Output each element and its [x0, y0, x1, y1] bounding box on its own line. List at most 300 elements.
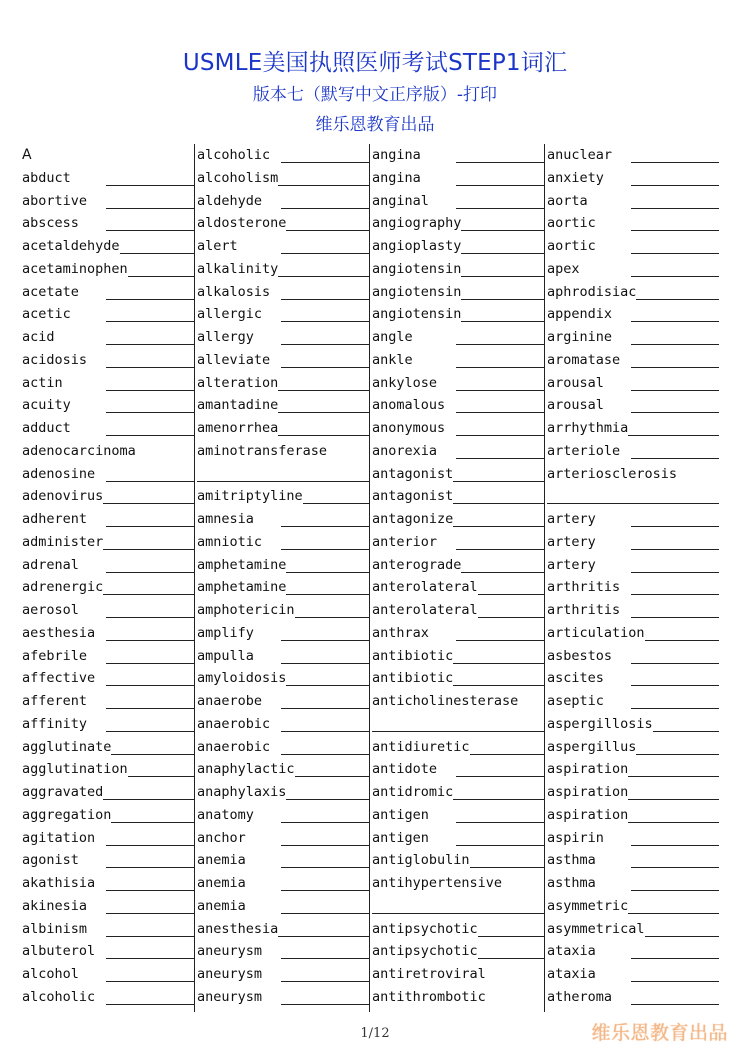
vocab-row — [22, 781, 194, 803]
vocab-word: affinity — [22, 715, 88, 732]
answer-blank[interactable] — [106, 731, 194, 732]
vocab-row — [547, 531, 719, 553]
answer-blank[interactable] — [631, 549, 719, 550]
vocab-row — [372, 463, 544, 485]
answer-blank[interactable] — [281, 526, 369, 527]
vocab-row — [197, 554, 369, 576]
answer-blank[interactable] — [281, 708, 369, 709]
answer-blank[interactable] — [281, 162, 369, 163]
vocab-word: aromatase — [547, 351, 621, 368]
vocab-row — [22, 895, 194, 917]
answer-blank[interactable] — [106, 299, 194, 300]
vocab-word: amniotic — [197, 533, 263, 550]
document-subtitle: 版本七（默写中文正序版）-打印 — [252, 85, 498, 105]
vocab-row — [372, 144, 544, 166]
answer-blank[interactable] — [631, 230, 719, 231]
vocab-word: anchor — [197, 829, 246, 846]
vocab-row — [197, 508, 369, 530]
answer-blank[interactable] — [456, 640, 544, 641]
vocab-row — [22, 463, 194, 485]
answer-blank[interactable] — [281, 549, 369, 550]
vocab-row — [547, 986, 719, 1008]
answer-blank[interactable] — [278, 412, 369, 413]
answer-blank[interactable] — [456, 776, 544, 777]
answer-blank[interactable] — [106, 321, 194, 322]
vocab-word: adrenal — [22, 556, 79, 573]
vocab-word: agglutinate — [22, 738, 112, 755]
answer-blank[interactable] — [286, 230, 369, 231]
word-column — [22, 144, 194, 1012]
answer-blank[interactable] — [295, 776, 369, 777]
answer-blank[interactable] — [456, 822, 544, 823]
answer-blank[interactable] — [278, 936, 369, 937]
vocab-word: aspiration — [547, 761, 629, 778]
answer-blank[interactable] — [461, 299, 544, 300]
answer-blank[interactable] — [106, 640, 194, 641]
vocab-word: angiography — [372, 215, 462, 232]
answer-blank[interactable] — [128, 276, 194, 277]
answer-blank[interactable] — [653, 731, 719, 732]
answer-blank[interactable] — [628, 822, 719, 823]
vocab-row — [547, 781, 719, 803]
word-column — [197, 144, 369, 1012]
answer-blank[interactable] — [103, 799, 194, 800]
vocab-word: antidiuretic — [372, 738, 470, 755]
answer-blank[interactable] — [453, 503, 544, 504]
section-letter-label: A — [22, 147, 32, 163]
vocab-word: atheroma — [547, 988, 613, 1005]
answer-blank[interactable] — [372, 913, 544, 914]
vocab-row — [22, 645, 194, 667]
vocab-word: aldehyde — [197, 192, 263, 209]
answer-blank[interactable] — [628, 799, 719, 800]
vocab-word: arousal — [547, 397, 604, 414]
answer-blank[interactable] — [456, 412, 544, 413]
answer-blank[interactable] — [631, 594, 719, 595]
vocab-row — [197, 485, 369, 507]
vocab-word: amphetamine — [197, 579, 287, 596]
answer-blank[interactable] — [456, 845, 544, 846]
answer-blank[interactable] — [106, 981, 194, 982]
answer-blank[interactable] — [106, 845, 194, 846]
answer-blank[interactable] — [281, 640, 369, 641]
answer-blank[interactable] — [106, 936, 194, 937]
answer-blank[interactable] — [456, 390, 544, 391]
vocab-row — [372, 758, 544, 780]
vocab-word: afebrile — [22, 647, 88, 664]
answer-blank[interactable] — [106, 481, 194, 482]
answer-blank[interactable] — [461, 276, 544, 277]
answer-blank[interactable] — [106, 867, 194, 868]
vocab-row — [372, 986, 544, 1008]
vocab-word: amnesia — [197, 511, 254, 527]
vocab-row — [547, 963, 719, 985]
vocab-word: antipsychotic — [372, 943, 478, 960]
answer-blank[interactable] — [281, 958, 369, 959]
vocab-word: adenovirus — [22, 488, 104, 505]
vocab-row — [372, 190, 544, 212]
vocab-word: antiretroviral — [372, 966, 486, 982]
vocab-row — [197, 827, 369, 849]
vocab-row — [547, 372, 719, 394]
vocab-row — [197, 872, 369, 894]
vocab-row — [372, 599, 544, 621]
vocab-row — [22, 849, 194, 871]
answer-blank[interactable] — [470, 867, 544, 868]
answer-blank[interactable] — [106, 435, 194, 436]
answer-blank[interactable] — [286, 799, 369, 800]
vocab-word: alkalinity — [197, 260, 279, 277]
vocab-word: aerosol — [22, 602, 79, 618]
vocab-row — [547, 258, 719, 280]
answer-blank[interactable] — [631, 412, 719, 413]
vocab-row — [372, 417, 544, 439]
vocab-row — [372, 804, 544, 826]
vocab-row — [197, 690, 369, 712]
answer-blank[interactable] — [106, 685, 194, 686]
answer-blank[interactable] — [106, 890, 194, 891]
vocab-word: allergy — [197, 329, 254, 345]
answer-blank[interactable] — [453, 526, 544, 527]
vocab-word: adenocarcinoma — [22, 442, 136, 459]
answer-blank[interactable] — [628, 776, 719, 777]
answer-blank[interactable] — [278, 276, 369, 277]
answer-blank[interactable] — [628, 435, 719, 436]
answer-blank[interactable] — [106, 344, 194, 345]
vocab-row — [547, 212, 719, 234]
word-column — [372, 144, 544, 1012]
vocab-word: aortic — [547, 215, 596, 232]
answer-blank[interactable] — [631, 958, 719, 959]
answer-blank[interactable] — [631, 208, 719, 209]
answer-blank[interactable] — [281, 367, 369, 368]
answer-blank[interactable] — [456, 458, 544, 459]
answer-blank[interactable] — [278, 435, 369, 436]
answer-blank[interactable] — [631, 981, 719, 982]
answer-blank[interactable] — [106, 412, 194, 413]
vocab-row — [197, 895, 369, 917]
answer-blank[interactable] — [281, 208, 369, 209]
answer-blank[interactable] — [281, 754, 369, 755]
vocab-word: anemia — [197, 852, 246, 869]
vocab-word: artery — [547, 511, 596, 527]
vocab-row — [547, 872, 719, 894]
vocab-word: alcoholic — [197, 147, 271, 163]
answer-blank[interactable] — [461, 253, 544, 254]
vocab-word: abscess — [22, 215, 79, 232]
vocab-row — [22, 167, 194, 189]
answer-blank[interactable] — [286, 685, 369, 686]
answer-blank[interactable] — [106, 913, 194, 914]
vocab-word: appendix — [547, 306, 613, 323]
vocab-row — [547, 554, 719, 576]
answer-blank[interactable] — [631, 276, 719, 277]
answer-blank[interactable] — [281, 663, 369, 664]
vocab-word: articulation — [547, 624, 645, 641]
vocab-word: antiglobulin — [372, 852, 470, 869]
vocab-row — [547, 667, 719, 689]
answer-blank[interactable] — [103, 549, 194, 550]
vocab-row — [22, 804, 194, 826]
vocab-row — [197, 417, 369, 439]
vocab-word: alleviate — [197, 351, 271, 368]
vocab-word: alert — [197, 238, 238, 254]
document-title: USMLE美国执照医师考试STEP1词汇 — [182, 50, 568, 76]
vocab-row — [547, 326, 719, 348]
answer-blank[interactable] — [103, 503, 194, 504]
answer-blank[interactable] — [628, 913, 719, 914]
vocab-row — [197, 235, 369, 257]
answer-blank[interactable] — [106, 572, 194, 573]
vocab-word: antithrombotic — [372, 988, 486, 1005]
answer-blank[interactable] — [456, 162, 544, 163]
answer-blank[interactable] — [631, 367, 719, 368]
vocab-word: ankylose — [372, 374, 438, 391]
vocab-row — [22, 440, 194, 462]
vocab-row — [22, 713, 194, 735]
answer-blank[interactable] — [631, 185, 719, 186]
vocab-word: administer — [22, 533, 104, 550]
vocab-word: amantadine — [197, 397, 279, 414]
vocab-row — [197, 258, 369, 280]
vocab-row — [372, 690, 544, 712]
answer-blank[interactable] — [456, 549, 544, 550]
vocab-row — [22, 417, 194, 439]
vocab-word: arthritis — [547, 579, 621, 596]
answer-blank[interactable] — [453, 799, 544, 800]
answer-blank[interactable] — [281, 822, 369, 823]
vocab-row — [22, 303, 194, 325]
vocab-word: aspiration — [547, 806, 629, 823]
answer-blank[interactable] — [456, 185, 544, 186]
answer-blank[interactable] — [470, 754, 544, 755]
vocab-row — [22, 667, 194, 689]
answer-blank[interactable] — [286, 594, 369, 595]
answer-blank[interactable] — [106, 208, 194, 209]
vocab-row — [197, 667, 369, 689]
vocab-word: anterolateral — [372, 602, 478, 618]
answer-blank[interactable] — [461, 230, 544, 231]
vocab-word: antipsychotic — [372, 920, 478, 937]
answer-blank[interactable] — [281, 253, 369, 254]
answer-blank[interactable] — [106, 230, 194, 231]
vocab-word: agitation — [22, 829, 96, 846]
vocab-row — [197, 349, 369, 371]
vocab-row — [547, 940, 719, 962]
answer-blank[interactable] — [453, 663, 544, 664]
vocab-word: allergic — [197, 306, 263, 323]
vocab-row — [22, 940, 194, 962]
answer-blank[interactable] — [278, 390, 369, 391]
vocab-row — [547, 144, 719, 166]
answer-blank[interactable] — [281, 913, 369, 914]
vocab-word: angina — [372, 147, 421, 163]
vocab-row — [197, 986, 369, 1008]
vocab-row — [547, 349, 719, 371]
vocab-row — [547, 463, 719, 485]
vocab-word: asthma — [547, 875, 596, 891]
answer-blank[interactable] — [106, 708, 194, 709]
answer-blank[interactable] — [631, 390, 719, 391]
vocab-row — [547, 804, 719, 826]
answer-blank[interactable] — [631, 663, 719, 664]
vocab-row — [372, 667, 544, 689]
vocab-word: ascites — [547, 670, 604, 687]
vocab-row — [547, 417, 719, 439]
answer-blank[interactable] — [631, 1004, 719, 1005]
vocab-row — [372, 372, 544, 394]
answer-blank[interactable] — [103, 594, 194, 595]
answer-blank[interactable] — [106, 958, 194, 959]
answer-blank[interactable] — [106, 526, 194, 527]
vocab-word: antagonize — [372, 511, 454, 527]
vocab-word: arteriosclerosis — [547, 465, 678, 482]
answer-blank[interactable] — [278, 185, 369, 186]
answer-blank[interactable] — [303, 503, 369, 504]
answer-blank[interactable] — [197, 481, 369, 482]
answer-blank[interactable] — [478, 594, 544, 595]
answer-line-row — [372, 713, 544, 735]
vocab-row — [197, 622, 369, 644]
answer-blank[interactable] — [631, 321, 719, 322]
vocab-word: abortive — [22, 192, 88, 209]
answer-blank[interactable] — [456, 367, 544, 368]
vocab-row — [372, 531, 544, 553]
answer-blank[interactable] — [372, 731, 544, 732]
answer-blank[interactable] — [631, 458, 719, 459]
vocab-word: anuclear — [547, 147, 613, 163]
answer-blank[interactable] — [456, 435, 544, 436]
vocab-row — [372, 235, 544, 257]
answer-blank[interactable] — [547, 503, 719, 504]
vocab-row — [22, 963, 194, 985]
vocab-row — [547, 918, 719, 940]
answer-blank[interactable] — [106, 663, 194, 664]
answer-blank[interactable] — [281, 299, 369, 300]
answer-blank[interactable] — [106, 367, 194, 368]
answer-blank[interactable] — [106, 185, 194, 186]
vocab-row — [197, 758, 369, 780]
vocab-row — [372, 940, 544, 962]
answer-blank[interactable] — [631, 845, 719, 846]
answer-blank[interactable] — [106, 1004, 194, 1005]
answer-blank[interactable] — [631, 890, 719, 891]
vocab-word: angle — [372, 329, 413, 345]
answer-blank[interactable] — [461, 321, 544, 322]
vocab-row — [197, 940, 369, 962]
answer-blank[interactable] — [456, 344, 544, 345]
publisher-label: 维乐恩教育出品 — [315, 115, 435, 135]
vocab-word: antagonist — [372, 465, 454, 482]
answer-blank[interactable] — [631, 526, 719, 527]
answer-line-row — [372, 895, 544, 917]
answer-blank[interactable] — [281, 321, 369, 322]
vocab-row — [547, 508, 719, 530]
vocab-word: ataxia — [547, 943, 596, 960]
answer-blank[interactable] — [636, 754, 719, 755]
answer-blank[interactable] — [456, 208, 544, 209]
vocab-word: aspirin — [547, 829, 604, 846]
vocab-row — [197, 212, 369, 234]
vocab-row — [547, 167, 719, 189]
answer-blank[interactable] — [478, 958, 544, 959]
answer-blank[interactable] — [631, 344, 719, 345]
answer-blank[interactable] — [281, 1004, 369, 1005]
answer-blank[interactable] — [631, 867, 719, 868]
answer-blank[interactable] — [478, 936, 544, 937]
vocab-word: arteriole — [547, 442, 621, 459]
vocab-word: aphrodisiac — [547, 283, 637, 300]
answer-blank[interactable] — [281, 845, 369, 846]
vocab-row — [197, 576, 369, 598]
vocab-word: antibiotic — [372, 670, 454, 687]
vocab-row — [22, 281, 194, 303]
answer-blank[interactable] — [106, 390, 194, 391]
answer-blank[interactable] — [281, 344, 369, 345]
answer-blank[interactable] — [111, 754, 194, 755]
answer-blank[interactable] — [631, 685, 719, 686]
answer-blank[interactable] — [281, 890, 369, 891]
vocab-row — [197, 440, 369, 462]
vocab-word: albuterol — [22, 943, 96, 960]
vocab-word: anticholinesterase — [372, 693, 519, 709]
answer-blank[interactable] — [631, 253, 719, 254]
answer-blank[interactable] — [453, 685, 544, 686]
vocab-row — [372, 440, 544, 462]
answer-blank[interactable] — [128, 776, 194, 777]
vocab-word: anorexia — [372, 442, 438, 459]
answer-blank[interactable] — [478, 617, 544, 618]
vocab-word: angiotensin — [372, 260, 462, 277]
vocab-word: alcoholism — [197, 169, 279, 186]
answer-blank[interactable] — [645, 640, 719, 641]
answer-blank[interactable] — [631, 617, 719, 618]
answer-blank[interactable] — [281, 981, 369, 982]
vocab-row — [197, 190, 369, 212]
answer-blank[interactable] — [120, 253, 194, 254]
answer-blank[interactable] — [631, 572, 719, 573]
answer-blank[interactable] — [453, 481, 544, 482]
vocab-word: actin — [22, 374, 63, 391]
answer-blank[interactable] — [636, 299, 719, 300]
column-divider — [194, 144, 195, 1012]
answer-blank[interactable] — [281, 867, 369, 868]
answer-blank[interactable] — [106, 617, 194, 618]
vocab-row — [547, 827, 719, 849]
vocab-word: aneurysm — [197, 966, 263, 982]
vocab-word: adduct — [22, 420, 71, 436]
answer-blank[interactable] — [631, 162, 719, 163]
answer-blank[interactable] — [286, 572, 369, 573]
vocab-word: acidosis — [22, 351, 88, 368]
vocab-word: aggravated — [22, 784, 104, 800]
vocab-word: aseptic — [547, 693, 604, 709]
answer-blank[interactable] — [631, 708, 719, 709]
answer-blank[interactable] — [281, 731, 369, 732]
answer-blank[interactable] — [295, 617, 369, 618]
vocab-row — [372, 212, 544, 234]
answer-blank[interactable] — [461, 572, 544, 573]
vocab-row — [547, 849, 719, 871]
vocab-row — [22, 918, 194, 940]
vocab-word: antigen — [372, 829, 429, 846]
vocab-word: acuity — [22, 397, 71, 414]
vocab-word: asbestos — [547, 647, 613, 664]
answer-blank[interactable] — [111, 822, 194, 823]
vocab-row — [22, 508, 194, 530]
vocab-word: arrhythmia — [547, 420, 629, 436]
answer-blank[interactable] — [645, 936, 719, 937]
